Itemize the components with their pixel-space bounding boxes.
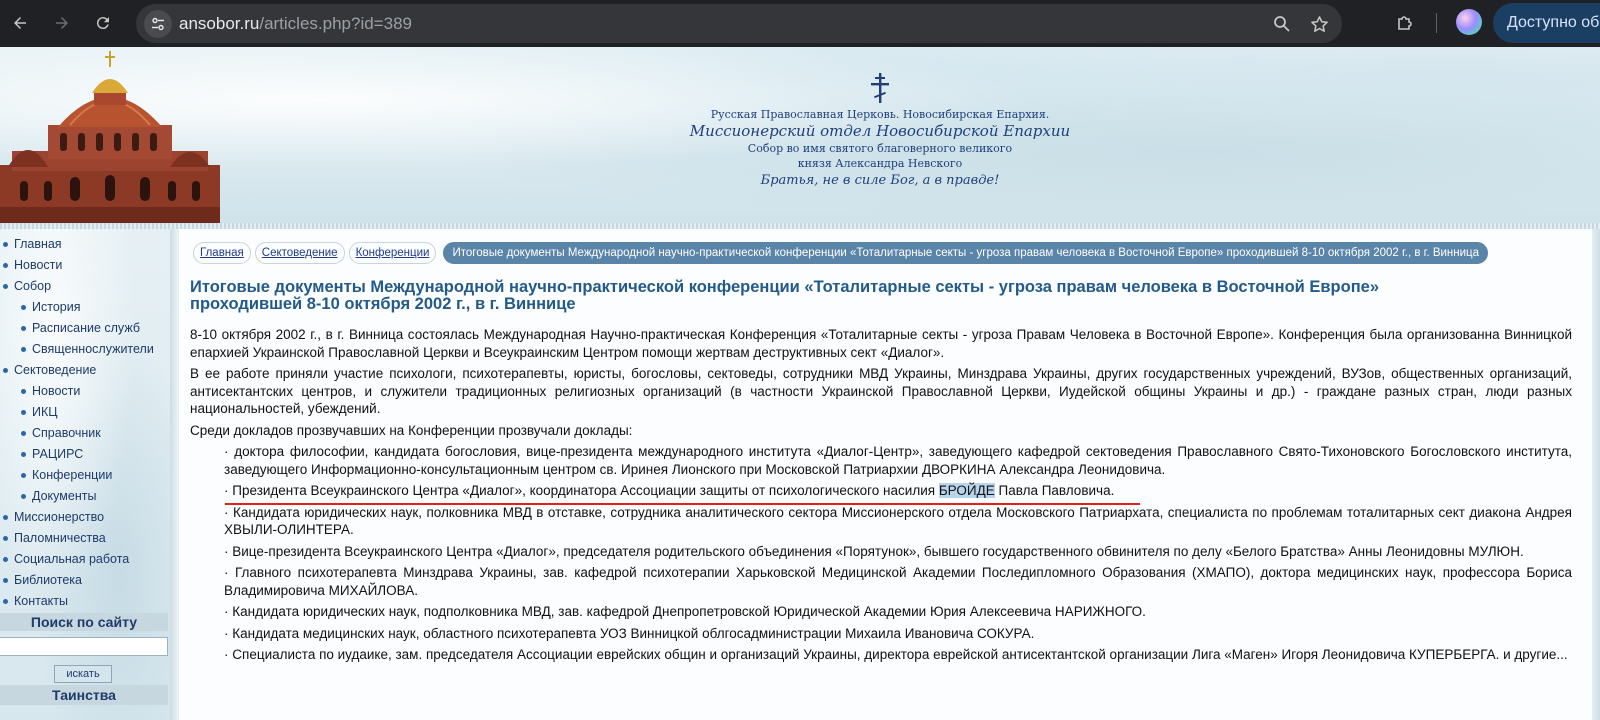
- bullet-icon: [3, 536, 8, 541]
- site-header: [0, 47, 1600, 223]
- bullet: ·: [224, 565, 229, 580]
- search-heading: Поиск по сайту: [0, 613, 168, 631]
- tune-icon: [150, 16, 166, 32]
- back-button[interactable]: [6, 9, 34, 37]
- bullet-icon: [21, 431, 26, 436]
- extensions-button[interactable]: [1392, 10, 1418, 36]
- bullet: ·: [224, 647, 229, 662]
- browser-toolbar: [0, 0, 1600, 47]
- sidebar-item[interactable]: [0, 423, 170, 444]
- sidebar-item[interactable]: [0, 465, 170, 486]
- sidebar-item[interactable]: [0, 255, 170, 276]
- bullet-icon: [3, 263, 8, 268]
- bullet: ·: [224, 444, 229, 459]
- url-text[interactable]: [179, 14, 412, 34]
- report-text: Кандидата юридических наук, подполковника МВД, зав. кафедрой Днепропетровской Юридической Академии Юрия Алексеевича НАРИЖНОГО.: [232, 604, 1146, 619]
- sidebar-item[interactable]: [0, 507, 170, 528]
- search-input[interactable]: [0, 637, 168, 656]
- article-paragraph: 8-10 октября 2002 г., в г. Винница состоялась Международная Научно-практическая Конференция «Тоталитарные секты - угроза Правам Человека в Восточной Европе». Конференция была организованна Винницкой епархией Украинской Православной Церкви и Всеукраинским Центром помощи жертвам деструктивных сект «Диалог».: [190, 327, 1572, 360]
- article-body: [190, 326, 1572, 668]
- article-paragraph: В ее работе приняли участие психологи, психотерапевты, юристы, богословы, сектоведы, сотрудники МВД Украины, Минздрава Украины, других государственных учреждений, ВУЗов, общественных организаций, антисектантских центров, и служители традиционных религиозных организаций (в частности Украинской Православной Церкви, Иудейской общины Украины и др.) - граждане разных стран, люди разных национальностей, убеждений.: [190, 366, 1572, 416]
- report-text: Вице-президента Всеукраинского Центра «Диалог», председателя родительского объединения «Порятунок», бывшего государственного обвинителя по делу «Белого Братства» Анны Леонидовны МУЛЮН.: [232, 543, 1524, 559]
- header-cathedral-line2: князя Александра Невского: [797, 157, 963, 170]
- header-church-name: Русская Православная Церковь. Новосибирская Епархия.: [710, 108, 1050, 121]
- bullet-icon: [21, 347, 26, 352]
- sidebar-item[interactable]: [0, 318, 170, 339]
- list-item: [190, 543, 1572, 561]
- sidebar-item[interactable]: [0, 549, 170, 570]
- site-info-button[interactable]: [144, 10, 172, 38]
- url-path: /articles.php?id=389: [259, 14, 412, 33]
- sidebar-item-label: Главная: [14, 237, 62, 251]
- sidebar-item[interactable]: [0, 381, 170, 402]
- list-item: [190, 564, 1572, 599]
- sidebar-item-label: Контакты: [14, 594, 68, 608]
- sidebar-item[interactable]: [0, 591, 170, 612]
- sidebar-item-label: РАЦИРС: [32, 447, 84, 461]
- content-area: [178, 229, 1600, 720]
- bullet: ·: [224, 625, 229, 641]
- bullet: ·: [224, 604, 229, 619]
- bullet-icon: [21, 326, 26, 331]
- report-text: Специалиста по иудаике, зам. председателя Ассоциации еврейских общин и организаций Украины, директора еврейской антисектантской организации Лига «Маген» Игоря Леонидовича КУПЕРБЕРГА. и другие...: [232, 647, 1568, 662]
- bullet-icon: [3, 515, 8, 520]
- sidebar-item[interactable]: [0, 297, 170, 318]
- page-title: Итоговые документы Международной научно-практической конференции «Тоталитарные секты - угроза правам человека в Восточной Европе» проходившей 8-10 октября 2002 г., в г. Виннице: [190, 278, 1380, 313]
- sidebar-item[interactable]: [0, 486, 170, 507]
- header-emblem: [600, 73, 1160, 190]
- article-paragraph: Среди докладов прозвучавших на Конференции прозвучали доклады:: [190, 422, 633, 438]
- report-text: Павла Павловича.: [998, 483, 1115, 498]
- bullet-icon: [21, 410, 26, 415]
- puzzle-icon: [1395, 13, 1415, 33]
- bullet: ·: [224, 504, 229, 520]
- sidebar-item-label: Новости: [14, 258, 63, 272]
- breadcrumb-sect-studies[interactable]: Сектоведение: [255, 242, 345, 264]
- bullet: ·: [224, 543, 229, 559]
- list-item: [190, 625, 1572, 643]
- report-text: Президента Всеукраинского Центра «Диалог», координатора Ассоциации защиты от психологического насилия: [232, 483, 936, 498]
- bullet: ·: [224, 483, 229, 498]
- list-item: [190, 443, 1572, 478]
- sidebar-item-label: Социальная работа: [14, 552, 130, 566]
- list-item: [190, 482, 1572, 500]
- reload-button[interactable]: [89, 9, 117, 37]
- selected-text: БРОЙДЕ: [938, 483, 995, 498]
- profile-avatar[interactable]: [1456, 9, 1482, 35]
- sidebar: [0, 229, 170, 720]
- bullet-icon: [3, 599, 8, 604]
- bullet-icon: [21, 452, 26, 457]
- url-host: ansobor.ru: [179, 14, 260, 33]
- search-button[interactable]: искать: [54, 665, 112, 683]
- report-text: Главного психотерапевта Минздрава Украины, зав. кафедрой психотерапии Харьковской Медицинской Академии Последипломного Образования (ХМАПО), доктора медицинских наук, профессора Бориса Владимировича МИХАЙЛОВА.: [224, 565, 1572, 598]
- header-motto: Братья, не в силе Бог, а в правде!: [760, 173, 1000, 188]
- cathedral-image: [0, 47, 220, 223]
- sidebar-item-label: Расписание служб: [32, 321, 140, 335]
- bullet-icon: [21, 389, 26, 394]
- sidebar-item-label: Конференции: [32, 468, 113, 482]
- sidebar-item[interactable]: [0, 570, 170, 591]
- forward-button[interactable]: [48, 9, 76, 37]
- list-item: [190, 646, 1572, 664]
- reports-list: [190, 443, 1572, 664]
- bullet-icon: [3, 557, 8, 562]
- sidebar-item[interactable]: [0, 444, 170, 465]
- sidebar-item-label: Библиотека: [14, 573, 82, 587]
- address-bar[interactable]: [136, 4, 1342, 43]
- sidebar-nav: [0, 234, 170, 612]
- bullet-icon: [3, 284, 8, 289]
- sidebar-item[interactable]: [0, 360, 170, 381]
- star-icon: [1310, 15, 1329, 34]
- arrow-right-icon: [53, 14, 71, 32]
- bullet-icon: [3, 242, 8, 247]
- header-cathedral-line1: Собор во имя святого благоверного великого: [747, 142, 1013, 155]
- reload-icon: [94, 14, 112, 32]
- sidebar-item-label: Документы: [32, 489, 97, 503]
- sidebar-item[interactable]: [0, 339, 170, 360]
- sidebar-item-label: Священнослужители: [32, 342, 154, 356]
- sidebar-item-label: Собор: [14, 279, 52, 293]
- report-text: Кандидата юридических наук, полковника МВД в отставке, сотрудника аналитического сектора Миссионерского отдела Московского Патриархата, специалиста по проблемам тоталитарных сект диакона Андрея ХВЫЛИ-ОЛИНТЕРА.: [224, 504, 1572, 537]
- sidebar-item-label: Миссионерство: [14, 510, 105, 524]
- breadcrumb-conferences[interactable]: Конференции: [349, 242, 437, 264]
- article-panel: [178, 229, 1592, 720]
- sidebar-item[interactable]: [0, 528, 170, 549]
- bullet-icon: [3, 578, 8, 583]
- breadcrumb-home[interactable]: Главная: [193, 242, 251, 264]
- list-item: [190, 603, 1572, 621]
- bookmark-button[interactable]: [1308, 13, 1330, 35]
- orthodox-cross-icon: [867, 73, 893, 103]
- page-viewport: [0, 47, 1600, 720]
- sidebar-item-label: Справочник: [32, 426, 101, 440]
- zoom-button[interactable]: [1271, 13, 1293, 35]
- sidebar-item-label: ИКЦ: [32, 405, 58, 419]
- red-underline-annotation: [225, 503, 1140, 505]
- bullet-icon: [21, 305, 26, 310]
- bullet-icon: [21, 473, 26, 478]
- breadcrumb: [193, 242, 1488, 264]
- sidebar-item-label: Сектоведение: [14, 363, 97, 377]
- sidebar-item[interactable]: [0, 276, 170, 297]
- header-department: Миссионерский отдел Новосибирской Епархии: [689, 122, 1071, 140]
- magnifier-icon: [1273, 15, 1291, 33]
- bullet-icon: [3, 368, 8, 373]
- sidebar-item-label: Паломничества: [14, 531, 106, 545]
- arrow-left-icon: [11, 14, 29, 32]
- sidebar-item-label: История: [32, 300, 81, 314]
- sidebar-item[interactable]: [0, 234, 170, 255]
- sacraments-heading: Таинства: [0, 685, 168, 705]
- bullet-icon: [21, 494, 26, 499]
- content-border: [1592, 229, 1600, 720]
- report-text: Кандидата медицинских наук, областного психотерапевта УОЗ Винницкой облгосадминистрации Михаила Ивановича СОКУРА.: [232, 625, 1035, 641]
- sidebar-border: [170, 229, 178, 720]
- breadcrumb-current: Итоговые документы Международной научно-практической конференции «Тоталитарные секты - угроза правам человека в Восточной Европе» проходившей 8-10 октября 2002 г., в г. Винница: [443, 242, 1488, 264]
- list-item: [190, 504, 1572, 539]
- promo-button[interactable]: Доступно об: [1493, 3, 1600, 43]
- sidebar-item-label: Новости: [32, 384, 81, 398]
- report-text: доктора философии, кандидата богословия, вице-президента международного института «Диалог-Центр», заведующего кафедрой сектоведения Православного Свято-Тихоновского Богословского института, заведующего Информационно-консультационным центром св. Иринея Лионского при Московской Патриархии ДВОРКИНА Александра Леонидовича.: [224, 444, 1572, 477]
- toolbar-divider: [1436, 13, 1437, 33]
- sidebar-item[interactable]: [0, 402, 170, 423]
